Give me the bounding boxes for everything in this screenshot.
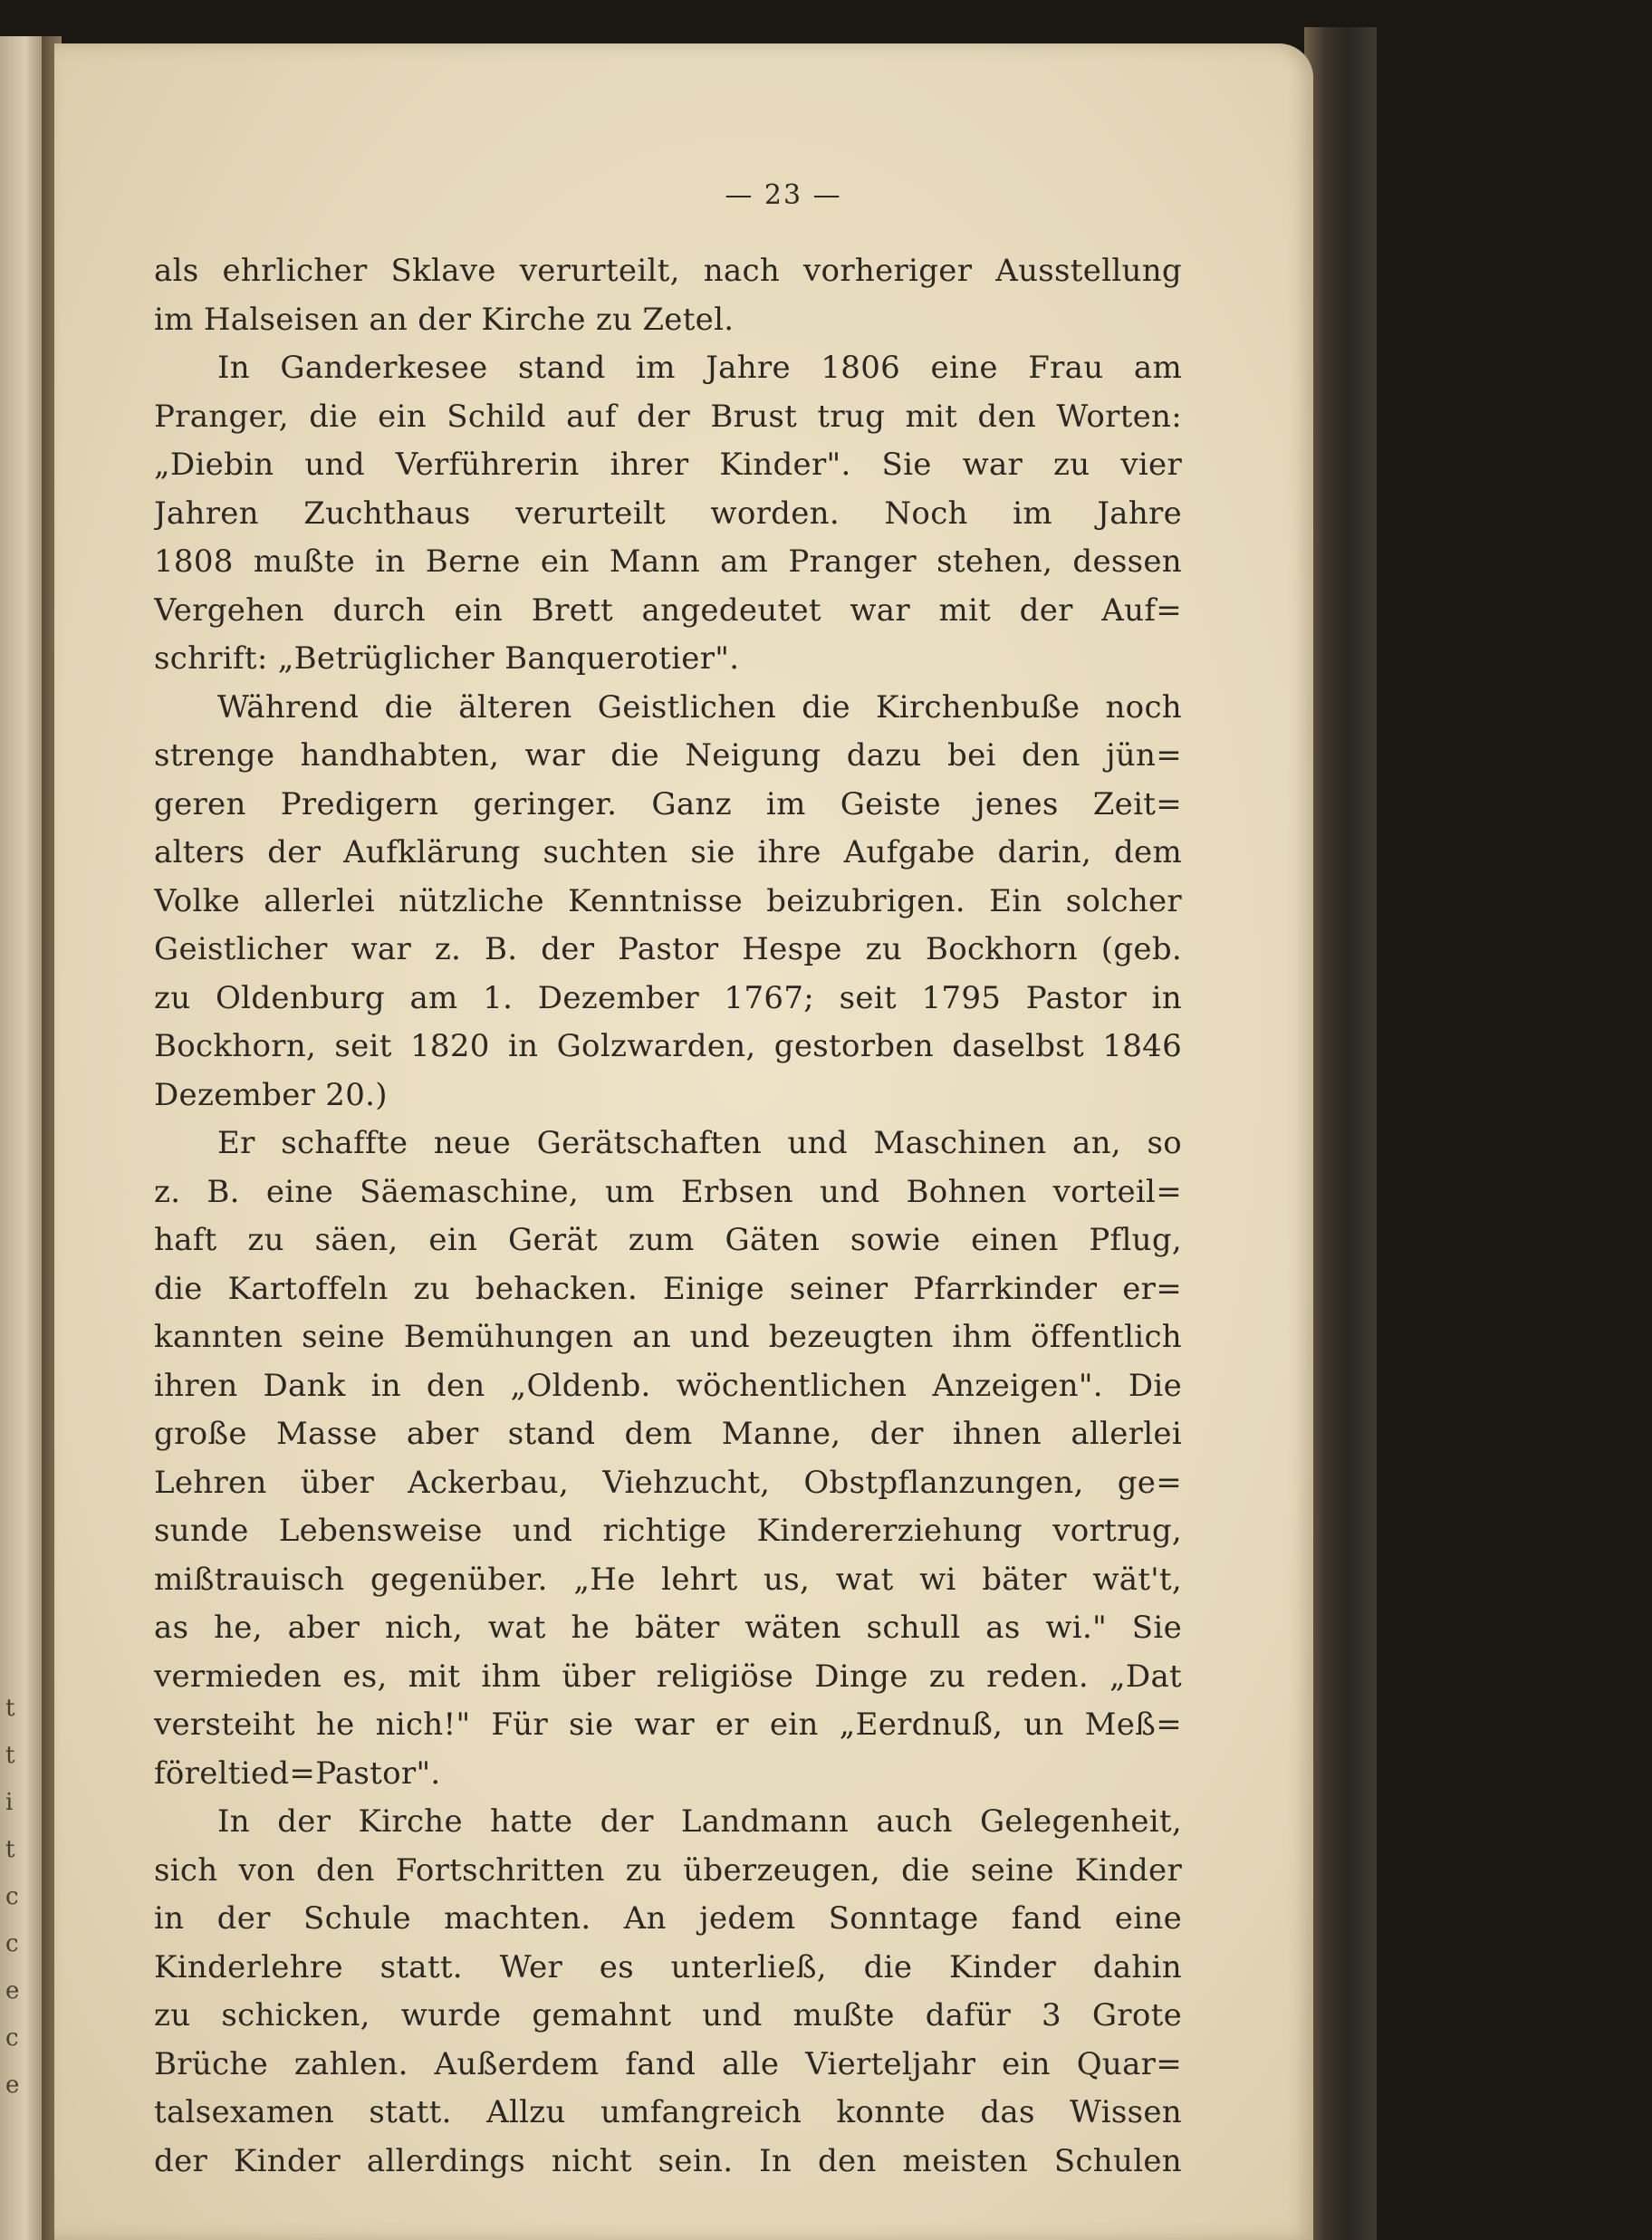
text-line: Während die älteren Geistlichen die Kirchenbuße noch	[217, 688, 1182, 726]
text-line: zu Oldenburg am 1. Dezember 1767; seit 1795 Pastor in	[154, 979, 1182, 1016]
text-line: strenge handhabten, war die Neigung dazu bei den jün=	[154, 737, 1182, 774]
left-edge-char: t	[5, 1742, 15, 1769]
text-line: Geistlicher war z. B. der Pastor Hespe zu Bockhorn (geb.	[154, 931, 1182, 967]
text-line: Bockhorn, seit 1820 in Golzwarden, gestorben daselbst 1846	[154, 1028, 1182, 1064]
left-page-margin-letters	[5, 1685, 33, 2109]
left-edge-char: t	[5, 1836, 15, 1863]
text-line: „Diebin und Verführerin ihrer Kinder". Sie war zu vier	[154, 447, 1182, 483]
text-line: geren Predigern geringer. Ganz im Geiste jenes Zeit=	[154, 785, 1182, 822]
left-edge-char: e	[5, 2072, 20, 2099]
text-line: 1808 mußte in Berne ein Mann am Pranger stehen, dessen	[154, 543, 1182, 580]
text-line: die Kartoffeln zu behacken. Einige seiner Pfarrkinder er=	[154, 1270, 1182, 1307]
text-line: Dezember 20.)	[154, 1076, 388, 1113]
text-line: als ehrlicher Sklave verurteilt, nach vorheriger Ausstellung	[154, 253, 1182, 289]
text-line: schrift: „Betrüglicher Banquerotier".	[154, 640, 740, 677]
text-line: versteiht he nich!" Für sie war er ein „Eerdnuß, un Meß=	[154, 1706, 1182, 1743]
text-line: in der Schule machten. An jedem Sonntage fand eine	[154, 1900, 1182, 1937]
text-line: ihren Dank in den „Oldenb. wöchentlichen Anzeigen". Die	[154, 1367, 1182, 1404]
left-edge-char: c	[5, 1883, 19, 1910]
text-line: In der Kirche hatte der Landmann auch Gelegenheit,	[217, 1803, 1182, 1840]
book-cover-edge	[1304, 27, 1377, 2240]
text-line: Vergehen durch ein Brett angedeutet war mit der Auf=	[154, 591, 1182, 629]
left-page-edge	[0, 36, 42, 2240]
text-line: vermieden es, mit ihm über religiöse Dinge zu reden. „Dat	[154, 1658, 1182, 1695]
left-edge-char: c	[5, 1930, 19, 1957]
page-number: — 23 —	[725, 179, 842, 211]
text-line: z. B. eine Säemaschine, um Erbsen und Bohnen vorteil=	[154, 1173, 1182, 1210]
text-line: Kinderlehre statt. Wer es unterließ, die Kinder dahin	[154, 1948, 1182, 1985]
text-line: kannten seine Bemühungen an und bezeugten ihm öffentlich	[154, 1319, 1182, 1355]
book-page	[54, 43, 1313, 2240]
left-edge-char: c	[5, 2024, 19, 2052]
text-line: Brüche zahlen. Außerdem fand alle Vierteljahr ein Quar=	[154, 2045, 1182, 2082]
left-edge-char: t	[5, 1695, 15, 1722]
text-line: In Ganderkesee stand im Jahre 1806 eine Frau am	[217, 350, 1182, 386]
text-line: sunde Lebensweise und richtige Kindererziehung vortrug,	[154, 1513, 1182, 1549]
text-line: Lehren über Ackerbau, Viehzucht, Obstpflanzungen, ge=	[154, 1464, 1182, 1501]
text-line: as he, aber nich, wat he bäter wäten schull as wi." Sie	[154, 1610, 1182, 1646]
text-line: sich von den Fortschritten zu überzeugen, die seine Kinder	[154, 1851, 1182, 1889]
text-line: große Masse aber stand dem Manne, der ihnen allerlei	[154, 1416, 1182, 1452]
text-line: alters der Aufklärung suchten sie ihre Aufgabe darin, dem	[154, 834, 1182, 870]
left-edge-char: e	[5, 1977, 20, 2004]
left-edge-char: i	[5, 1789, 14, 1816]
text-line: Volke allerlei nützliche Kenntnisse beizubrigen. Ein solcher	[154, 882, 1182, 919]
text-line: der Kinder allerdings nicht sein. In den meisten Schulen	[154, 2142, 1182, 2179]
text-line: zu schicken, wurde gemahnt und mußte dafür 3 Grote	[154, 1997, 1182, 2033]
text-line: Pranger, die ein Schild auf der Brust trug mit den Worten:	[154, 398, 1182, 435]
page-body-text	[154, 247, 1182, 2195]
text-line: im Halseisen an der Kirche zu Zetel.	[154, 301, 735, 338]
text-line: mißtrauisch gegenüber. „He lehrt us, wat wi bäter wät't,	[154, 1561, 1182, 1598]
text-line: talsexamen statt. Allzu umfangreich konnte das Wissen	[154, 2094, 1182, 2130]
text-line: Er schaffte neue Gerätschaften und Maschinen an, so	[217, 1125, 1182, 1161]
text-line: haft zu säen, ein Gerät zum Gäten sowie einen Pflug,	[154, 1222, 1182, 1258]
text-line: föreltied=Pastor".	[154, 1755, 441, 1792]
text-line: Jahren Zuchthaus verurteilt worden. Noch im Jahre	[154, 495, 1182, 532]
